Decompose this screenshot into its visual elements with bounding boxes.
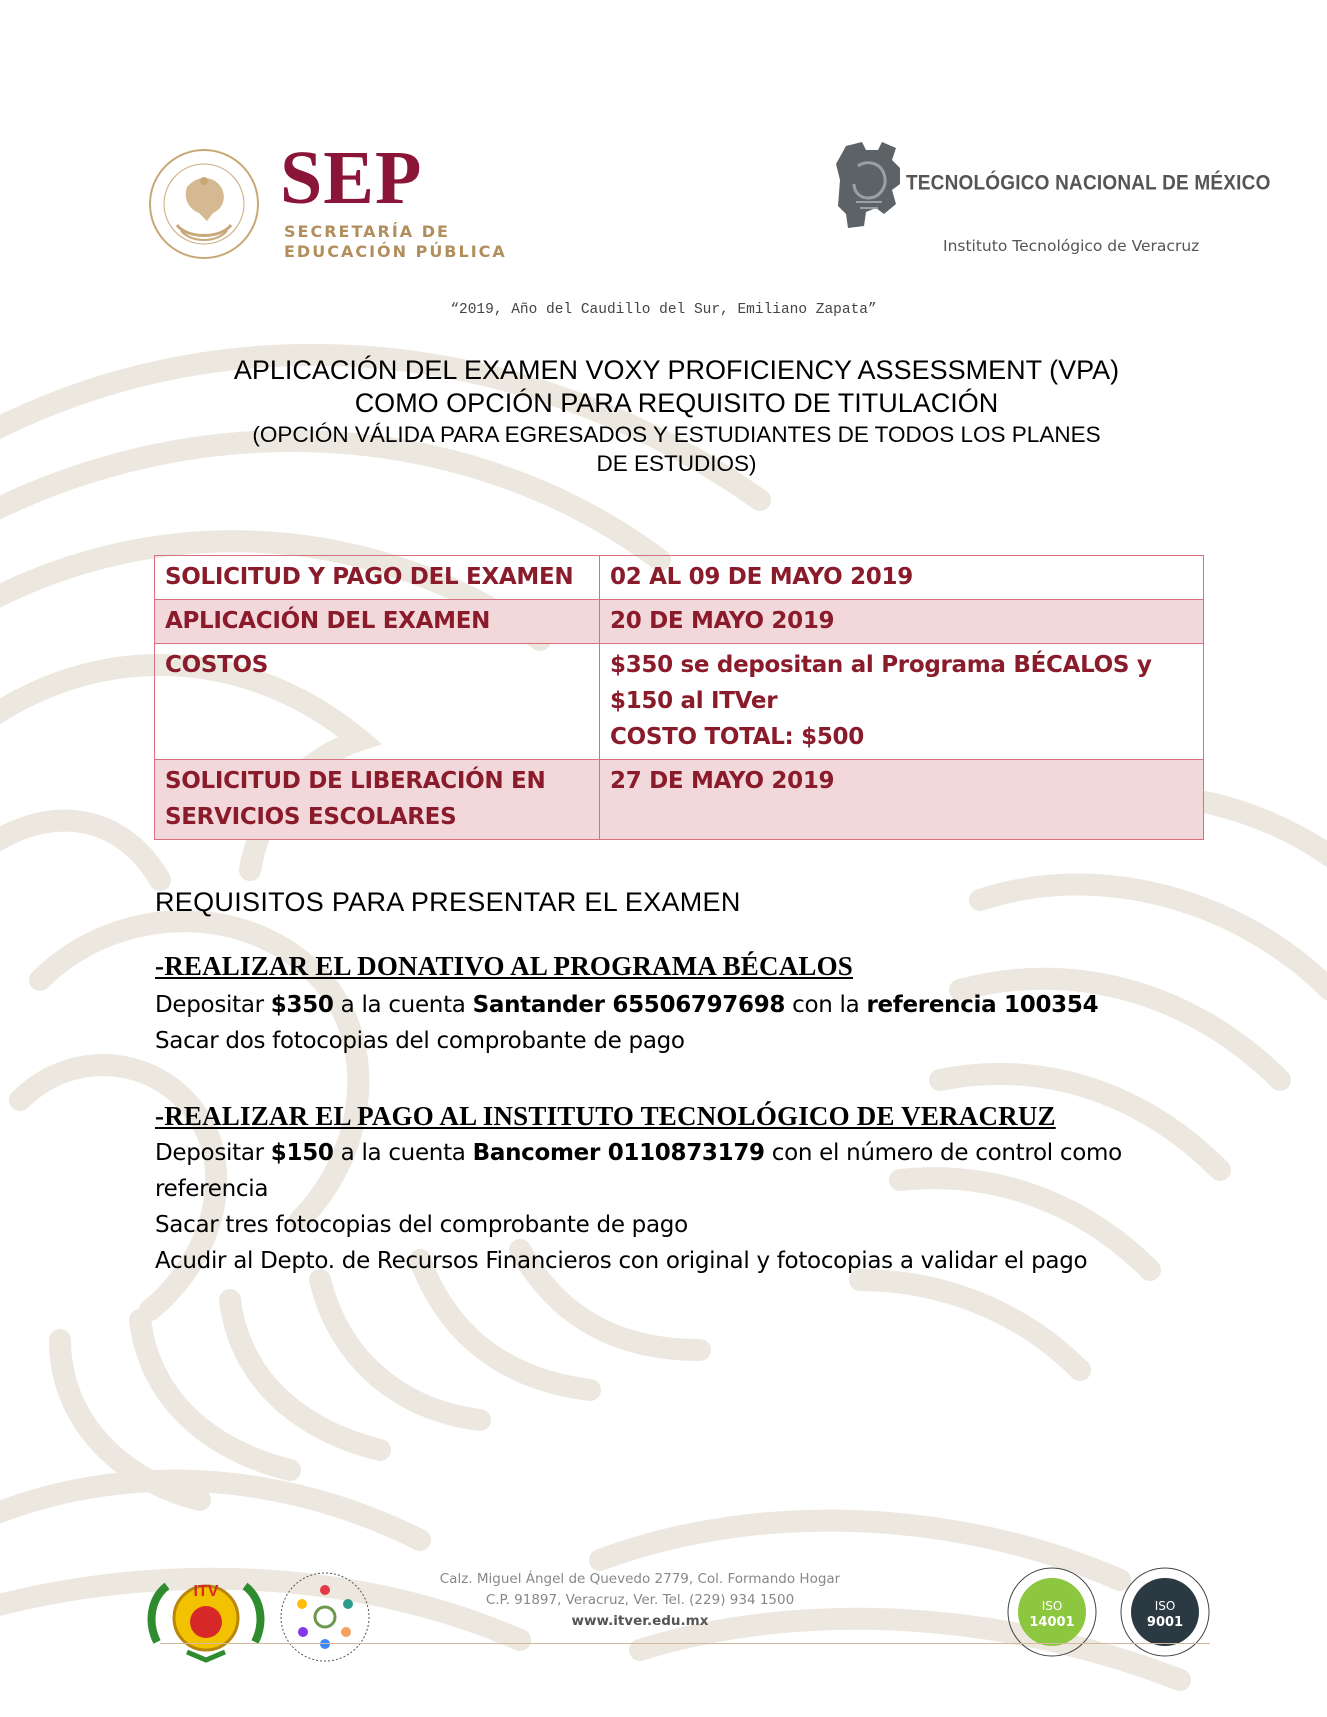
address-line1: Calz. Miguel Ángel de Quevedo 2779, Col. Formando Hogar [439,1571,841,1587]
reference-number: referencia 100354 [866,992,1099,1018]
table-cell-label: SOLICITUD Y PAGO DEL EXAMEN [155,556,600,600]
itv-shield-logo [147,1572,265,1664]
sep-subtitle [284,222,507,262]
table-cell-label [155,760,600,840]
itver-validate-line: Acudir al Depto. de Recursos Financieros con original y fotocopias a validar el pago [155,1248,1088,1274]
sep-wordmark: SEP [280,136,423,220]
label-line1: SOLICITUD DE LIBERACIÓN EN [165,768,546,794]
sep-subtitle-line2: EDUCACIÓN PÚBLICA [284,242,507,261]
becalos-copies-line: Sacar dos fotocopias del comprobante de pago [155,1028,685,1054]
text: Depositar [155,992,271,1018]
table-cell-label: COSTOS [155,644,600,760]
table-row [155,760,1204,840]
itver-copies-line: Sacar tres fotocopias del comprobante de pago [155,1212,688,1238]
table-cell-value: 27 DE MAYO 2019 [600,760,1204,840]
title-line2: COMO OPCIÓN PARA REQUISITO DE TITULACIÓN [354,388,999,418]
mexican-coat-of-arms-seal [147,147,261,261]
table-row [155,556,1204,600]
footer-address [390,1569,890,1632]
iso1-label: ISO [1041,1599,1063,1613]
footer-divider [160,1643,1210,1644]
cost-line1: $350 se depositan al Programa BÉCALOS y [610,652,1152,678]
requirements-heading: REQUISITOS PARA PRESENTAR EL EXAMEN [155,887,741,917]
website-link[interactable]: www.itver.edu.mx [571,1613,709,1629]
address-line2: C.P. 91897, Veracruz, Ver. Tel. (229) 934 1500 [485,1592,795,1608]
table-cell-value [600,644,1204,760]
bank-account: Santander 65506797698 [472,992,786,1018]
iso2-number: 9001 [1146,1615,1184,1630]
title-line4: DE ESTUDIOS) [596,451,757,476]
itv-logo-text: ITV [193,1583,219,1600]
iso-9001-badge [1117,1560,1213,1664]
text: a la cuenta [333,1140,473,1166]
schedule-table [154,555,1204,840]
text: con el número de control como [764,1140,1122,1166]
table-cell-value: 20 DE MAYO 2019 [600,600,1204,644]
bank-account: Bancomer 0110873179 [472,1140,765,1166]
table-cell-label: APLICACIÓN DEL EXAMEN [155,600,600,644]
document-title [150,354,1203,478]
itver-reference-line: referencia [155,1176,269,1202]
institute-name: Instituto Tecnológico de Veracruz [943,237,1200,255]
tecnm-gear-logo [836,140,902,230]
cost-total: COSTO TOTAL: $500 [610,724,864,750]
text: a la cuenta [333,992,473,1018]
sep-subtitle-line1: SECRETARÍA DE [284,222,450,241]
title-line1: APLICACIÓN DEL EXAMEN VOXY PROFICIENCY ASSESSMENT (VPA) [233,355,1120,385]
year-motto: “2019, Año del Caudillo del Sur, Emiliano Zapata” [450,302,877,318]
becalos-instructions [155,987,1235,1059]
text: Depositar [155,1140,271,1166]
becalos-section-title: -REALIZAR EL DONATIVO AL PROGRAMA BÉCALOS [155,951,854,981]
tecnm-name: TECNOLÓGICO NACIONAL DE MÉXICO [906,171,1271,195]
iso2-label: ISO [1154,1599,1176,1613]
becalos-deposit-line [155,987,1235,1023]
iso1-number: 14001 [1029,1615,1075,1630]
amount: $350 [270,992,334,1018]
text: con la [785,992,867,1018]
itver-section-title: -REALIZAR EL PAGO AL INSTITUTO TECNOLÓGICO DE VERACRUZ [155,1101,1056,1131]
itver-instructions [155,1135,1235,1279]
label-line2: SERVICIOS ESCOLARES [165,804,457,830]
table-row [155,600,1204,644]
title-line3: (OPCIÓN VÁLIDA PARA EGRESADOS Y ESTUDIANTES DE TODOS LOS PLANES [252,422,1101,447]
itver-deposit-line [155,1135,1235,1171]
table-row [155,644,1204,760]
amount: $150 [270,1140,334,1166]
people-ring-logo [278,1570,372,1664]
cost-line2: $150 al ITVer [610,688,778,714]
table-cell-value: 02 AL 09 DE MAYO 2019 [600,556,1204,600]
iso-14001-badge [1004,1560,1100,1664]
